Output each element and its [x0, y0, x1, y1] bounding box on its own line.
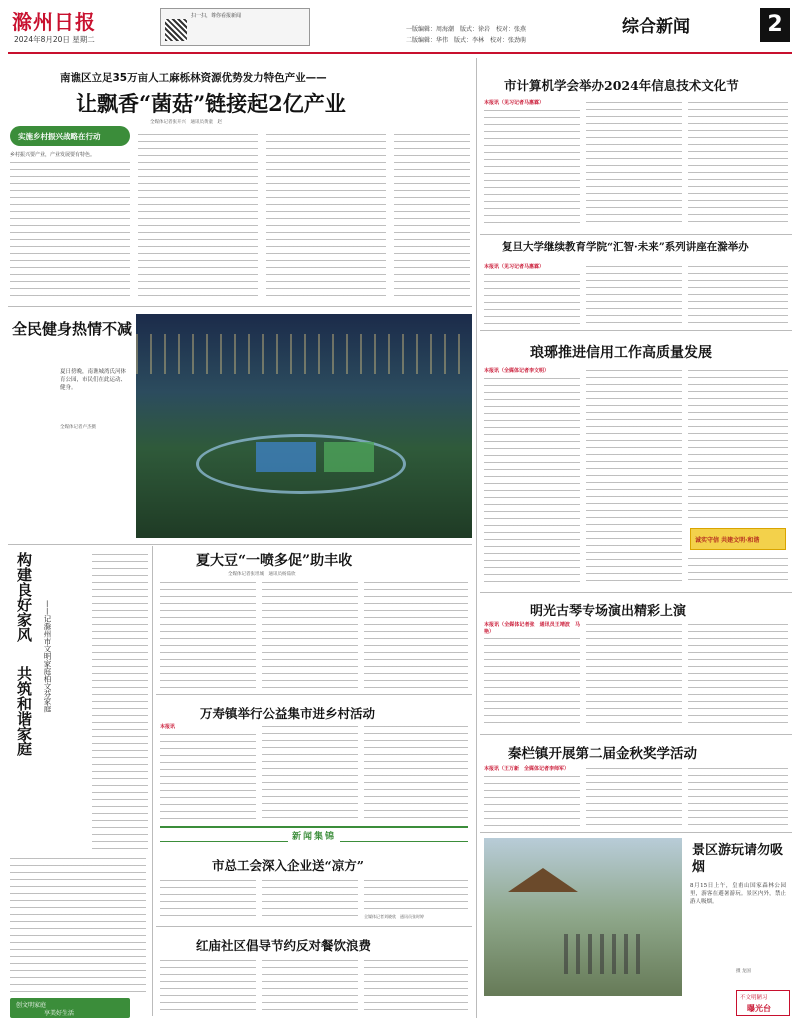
wanshou-byline: 本报讯	[160, 724, 176, 730]
family-headline-text-2: 共筑和谐家庭	[15, 666, 33, 756]
mushroom-body-col1	[10, 160, 130, 300]
langya-body-col3	[688, 368, 788, 518]
fitness-caption: 夏日傍晚，南谯城湾氏河体育公园，市民们在此运动、健身。	[60, 369, 127, 391]
divider-l2	[8, 544, 472, 545]
family-headline-1	[12, 552, 32, 642]
news-brief-label: 新闻集锦	[288, 829, 340, 842]
corner-badge-line1: 创文明家庭	[16, 1002, 47, 1009]
wanshou-body-col3	[364, 724, 468, 820]
qinlan-byline: 本报讯（王万新 全媒体记者李师军）	[484, 766, 570, 772]
soybean-byline: 全媒体记者张坦城 通讯员杨茹欣	[228, 572, 296, 577]
union-body-col1	[160, 878, 256, 922]
scenic-photo	[484, 838, 682, 996]
langya-headline: 琅琊推进信用工作高质量发展	[530, 345, 712, 361]
page-number	[760, 8, 790, 42]
fitness-credit: 全媒体记者卢杰摄	[60, 425, 96, 430]
exposure-line1: 不文明陋习	[740, 995, 768, 1001]
badge-label: 实施乡村振兴战略在行动	[18, 132, 101, 141]
page-number-value: 2	[767, 12, 783, 37]
divider-l4	[156, 926, 472, 927]
qinlan-body-col2	[586, 766, 682, 826]
qr-service-text: 扫一扫，尊你看报新闻	[191, 13, 242, 19]
court-green	[324, 442, 374, 472]
family-headline-text-1: 构建良好家风	[15, 552, 33, 642]
family-headline-2	[12, 666, 32, 756]
soybean-body-col1	[160, 580, 256, 690]
langya-body-col3b	[688, 556, 788, 586]
fudan-byline: 本报讯（见习记者马惠霖）	[484, 264, 545, 270]
hongshen-headline: 红庙社区倡导节约反对餐饮浪费	[196, 938, 372, 953]
rural-revitalization-badge	[10, 126, 130, 146]
divider-l-col	[152, 546, 153, 1016]
court-blue	[256, 442, 316, 472]
editor-info-1: 一版编辑：周海潮 版式：徐岩 校对：张燕	[406, 26, 527, 33]
scenic-caption: 8月15日上午，皇甫山国家森林公园里，游客在避暑游玩。景区内外，禁止游人吸烟。	[690, 883, 786, 905]
hongshen-body-col2	[262, 958, 358, 1016]
family-subheadline-text: ——记滁州市文明家庭柏文芬家庭	[43, 600, 52, 713]
news-brief-header	[160, 826, 468, 842]
computer-body-col1	[484, 108, 580, 228]
union-body-col2	[262, 878, 358, 922]
mushroom-byline: 全媒体记者张开兴 通讯员黄童 赵	[150, 120, 222, 125]
mingguang-body-col3	[688, 622, 788, 728]
wanshou-body-col2	[262, 724, 358, 820]
pavilion-roof	[508, 868, 578, 892]
union-byline: 全媒体记者刘晓欣 通讯员张时婷	[364, 914, 424, 919]
divider-r4	[480, 734, 792, 735]
soybean-body-col3	[364, 580, 468, 690]
langya-body-col1	[484, 376, 580, 586]
divider-main	[476, 58, 477, 1018]
mushroom-body-col2	[138, 132, 258, 300]
union-body-col3	[364, 878, 468, 914]
computer-headline: 市计算机学会举办2024年信息技术文化节	[504, 78, 739, 93]
fudan-headline: 复旦大学继续教育学院“汇智·未来”系列讲座在滁举办	[502, 241, 749, 253]
scenic-credit: 摄 龙国	[736, 969, 751, 974]
divider-l3	[156, 694, 472, 695]
fitness-photo	[136, 314, 472, 538]
wanshou-body-col1	[160, 732, 256, 820]
langya-byline: 本报讯（全媒体记者李文明）	[484, 368, 550, 374]
masthead-rule	[8, 52, 792, 54]
credit-badge-label: 诚实守信 共建文明·和谐	[695, 537, 760, 544]
newspaper-logo: 滁州日报	[12, 10, 96, 34]
editor-info-2: 二版编辑：华伟 版式：李林 校对：张劲萌	[406, 37, 527, 44]
qinlan-body-col1	[484, 774, 580, 826]
divider-r2	[480, 330, 792, 331]
soybean-body-col2	[262, 580, 358, 690]
mushroom-headline: 让飘香“菌菇”链接起2亿产业	[76, 91, 346, 116]
family-subheadline	[36, 600, 52, 713]
family-body-col1	[92, 552, 148, 852]
mingguang-body-col1	[484, 636, 580, 728]
family-body-bottom	[10, 856, 146, 996]
computer-byline: 本报讯（见习记者马惠霖）	[484, 100, 545, 106]
visitors	[564, 934, 644, 974]
corner-badge-line2: 享美好生活	[44, 1010, 75, 1017]
fudan-body-col2	[586, 264, 682, 324]
scenic-headline: 景区游玩请勿吸烟	[692, 843, 784, 875]
qinlan-headline: 秦栏镇开展第二届金秋奖学活动	[508, 746, 697, 762]
credit-badge	[690, 528, 786, 550]
mushroom-intro: 乡村振兴要产业，产业发展要有特色。	[10, 152, 96, 158]
computer-body-col2	[586, 100, 682, 228]
hongshen-body-col1	[160, 958, 256, 1016]
qinlan-body-col3	[688, 766, 788, 826]
mingguang-byline: 本报讯（全媒体记者张 通讯员王靖波 马 艳）	[484, 622, 586, 635]
soybean-headline: 夏大豆“一喷多促”助丰收	[196, 553, 353, 569]
fudan-body-col3	[688, 264, 788, 324]
section-title: 综合新闻	[622, 17, 690, 37]
wanshou-headline: 万寿镇举行公益集市进乡村活动	[200, 706, 376, 721]
city-lights	[136, 334, 472, 374]
mushroom-kicker: 南谯区立足35万亩人工麻栎林资源优势发力特色产业——	[60, 72, 327, 84]
mushroom-body-col3	[266, 132, 386, 300]
qr-service-box	[160, 8, 310, 46]
issue-date: 2024年8月20日 星期二	[14, 35, 95, 44]
exposure-badge	[736, 990, 790, 1016]
exposure-line2: 曝光台	[747, 1004, 771, 1013]
fudan-body-col1	[484, 272, 580, 324]
family-corner-badge	[10, 998, 130, 1018]
langya-body-col2	[586, 368, 682, 586]
mushroom-body-col4	[394, 132, 470, 300]
divider-r1	[480, 234, 792, 235]
fitness-headline: 全民健身热情不减	[12, 320, 133, 338]
union-headline: 市总工会深入企业送“凉方”	[212, 858, 364, 873]
masthead	[8, 4, 792, 50]
mingguang-headline: 明光古琴专场演出精彩上演	[530, 604, 687, 619]
computer-body-col3	[688, 100, 788, 228]
hongshen-body-col3	[364, 958, 468, 1016]
mingguang-body-col2	[586, 622, 682, 728]
divider-l1	[8, 306, 472, 307]
divider-r3	[480, 592, 792, 593]
qr-code-icon	[165, 19, 187, 41]
divider-r5	[480, 832, 792, 833]
